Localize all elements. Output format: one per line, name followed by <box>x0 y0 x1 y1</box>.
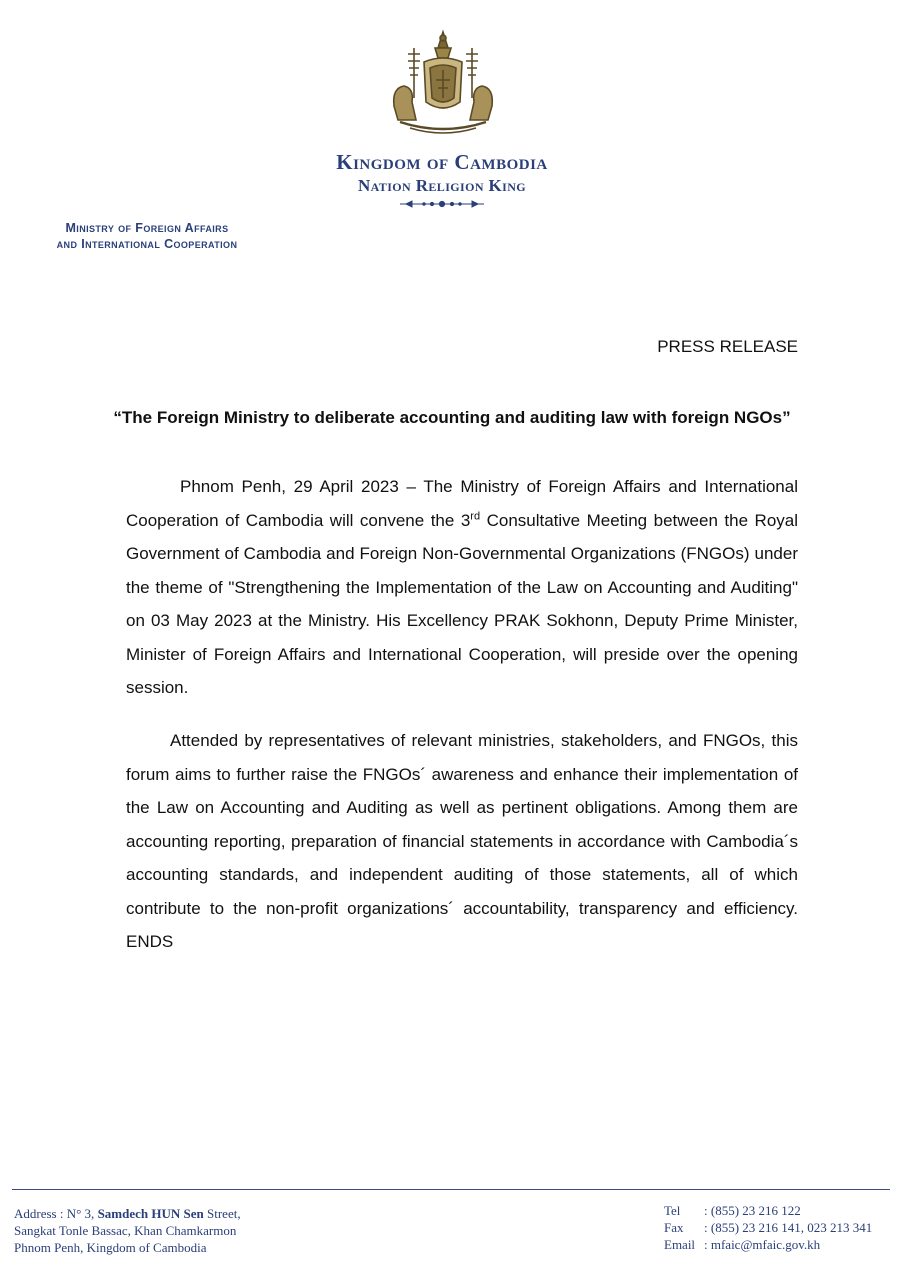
kingdom-heading: Kingdom of Cambodia <box>336 150 548 174</box>
email-value[interactable]: : mfaic@mfaic.gov.kh <box>704 1237 821 1252</box>
ministry-line-1: Ministry of Foreign Affairs <box>65 221 229 235</box>
ordinal-suffix: rd <box>470 509 481 522</box>
tel-label: Tel <box>664 1203 681 1218</box>
paragraph-1-text-a: Phnom Penh, 29 April 2023 – The Ministry of Foreign Affairs and International Cooperation of Cambodia will convene the 3 <box>126 477 798 530</box>
press-release-label: PRESS RELEASE <box>657 337 798 356</box>
paragraph-1-text-b: Consultative Meeting between the Royal Government of Cambodia and Foreign Non-Governmental Organizations (FNGOs) under the theme of "Strengthening the Implementation of the Law on Accounting and Auditing" on 03 May 2023 at the Ministry. His Excellency PRAK Sokhonn, Deputy Prime Minister, Minister of Foreign Affairs and International Cooperation, will preside over the opening session. <box>126 510 799 697</box>
royal-coat-of-arms-icon <box>384 28 502 138</box>
ministry-line-2: and International Cooperation <box>56 237 238 251</box>
address-street-rest: Street, <box>203 1206 241 1221</box>
email-label: Email <box>664 1237 696 1252</box>
paragraph-2-text: Attended by representatives of relevant ministries, stakeholders, and FNGOs, this forum aims to further raise the FNGOs´ awareness and enhance their implementation of the Law on Accounting and Auditing as well as pertinent obligations. Among them are accounting reporting, preparation of financial statements in accordance with Cambodia´s accounting standards, and independent auditing of those statements, all of which contribute to the non-profit organizations´ accountability, transparency and efficiency. ENDS <box>126 731 798 951</box>
tel-value: : (855) 23 216 122 <box>704 1203 801 1218</box>
address-line-2: Sangkat Tonle Bassac, Khan Chamkarmon <box>14 1223 237 1238</box>
ministry-name <box>12 220 282 252</box>
fax-value: : (855) 23 216 141, 023 213 341 <box>704 1220 873 1235</box>
ornament-divider-icon <box>398 198 486 210</box>
paragraph-1 <box>126 470 798 705</box>
footer-address <box>14 1205 334 1256</box>
footer-contact <box>664 1202 900 1253</box>
address-line-3: Phnom Penh, Kingdom of Cambodia <box>14 1240 207 1255</box>
press-release-title: “The Foreign Ministry to deliberate accounting and auditing law with foreign NGOs” <box>113 408 791 427</box>
fax-label: Fax <box>664 1220 684 1235</box>
address-street-bold: Samdech HUN Sen <box>97 1206 204 1221</box>
national-motto: Nation Religion King <box>357 176 527 195</box>
footer-divider <box>12 1189 890 1190</box>
address-label: Address : N° 3, <box>14 1206 98 1221</box>
paragraph-2 <box>126 724 798 959</box>
